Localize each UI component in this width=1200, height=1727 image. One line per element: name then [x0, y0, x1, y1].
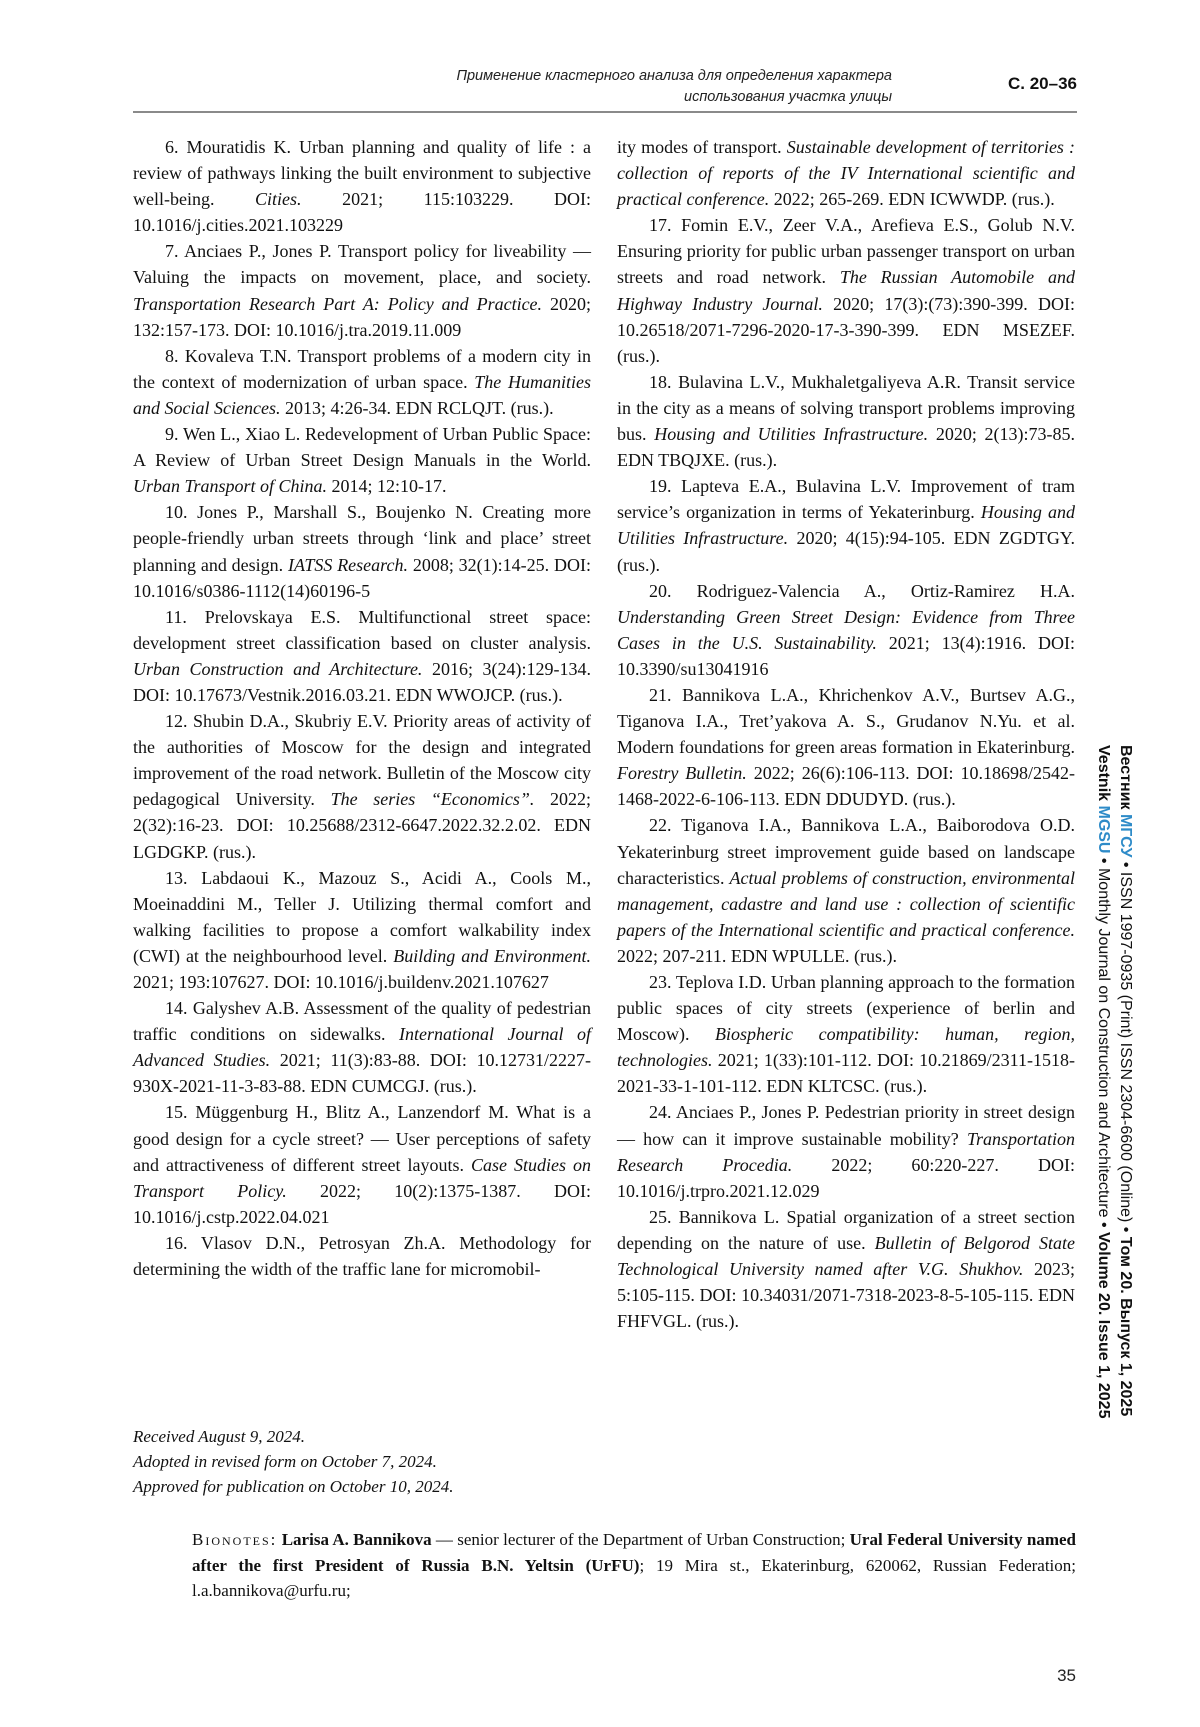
reference-number: 25. — [649, 1206, 672, 1227]
reference-number: 11. — [165, 606, 187, 627]
reference-item: 15. Müggenburg H., Blitz A., Lanzendorf M. What is a good design for a cycle street? — User perceptions of safety and attractiveness of different street layouts. Case Studies on Transport Policy. 2022; 10(2):1375-1387. DOI: 10.1016/j.cstp.2022.04.021 — [133, 1102, 591, 1227]
reference-number: 14. — [165, 998, 188, 1019]
reference-journal: The Russian Automobile and Highway Industry Journal. — [617, 267, 1075, 314]
reference-item: 25. Bannikova L. Spatial organization of a street section depending on the nature of use. Bulletin of Belgorod State Technological University named after V.G. Shukhov. 2023; 5:105-115. DOI: 10.34031/2071-7318-2023-8-5-105-115. EDN FHFVGL. (rus.). — [617, 1206, 1076, 1332]
page-number: 35 — [1057, 1666, 1076, 1685]
reference-journal: Housing and Utilities Infrastructure. — [654, 424, 929, 445]
reference-journal: Urban Transport of China. — [133, 476, 328, 497]
reference-item: 13. Labdaoui K., Mazouz S., Acidi A., Cools M., Moeinaddini M., Teller J. Utilizing thermal comfort and walking facilities to propose a comfort walkability index (CWI) at the neighbourhood level. Building and Environment. 2021; 193:107627. DOI: 10.1016/j.buildenv.2021.107627 — [133, 867, 592, 992]
reference-number: 19. — [649, 476, 672, 497]
reference-item: 7. Anciaes P., Jones P. Transport policy for liveability — Valuing the impacts on movement, place, and society. Transportation Research Part A: Policy and Practice. 2020; 132:157-173. DOI: 10.1016/j.tra.2019.11.009 — [133, 241, 591, 340]
adopted-date: Adopted in revised form on October 7, 2024. — [133, 1452, 437, 1471]
approved-date: Approved for publication on October 10, 2024. — [133, 1477, 454, 1496]
reference-journal: Building and Environment. — [393, 945, 591, 966]
reference-number: 18. — [649, 371, 672, 392]
reference-number: 22. — [649, 815, 672, 836]
reference-item: 9. Wen L., Xiao L. Redevelopment of Urban Public Space: A Review of Urban Street Design Manuals in the World. Urban Transport of China. 2014; 12:10-17. — [133, 424, 591, 497]
reference-number: 20. — [649, 580, 672, 601]
author-name: Larisa A. Bannikova — [281, 1530, 432, 1549]
reference-number: 15. — [165, 1102, 188, 1123]
reference-item: 16. Vlasov D.N., Petrosyan Zh.A. Methodology for determining the width of the traffic lane for micromobil- — [133, 1232, 591, 1280]
reference-item: 19. Lapteva E.A., Bulavina L.V. Improvement of tram service’s organization in terms of Yekaterinburg. Housing and Utilities Infrastructure. 2020; 4(15):94-105. EDN ZGDTGY. (rus.). — [617, 476, 1075, 575]
reference-number: 7. — [165, 241, 179, 262]
reference-item: 14. Galyshev A.B. Assessment of the quality of pedestrian traffic conditions on sidewalks. International Journal of Advanced Studies. 2021; 11(3):83-88. DOI: 10.12731/2227-930X-2021-11-3-83-88. EDN CUMCGJ. (rus.). — [133, 998, 591, 1097]
running-title: Применение кластерного анализа для определения характера использования участка улицы — [456, 68, 892, 105]
sidebar-line-en: Vestnik MGSU • Monthly Journal on Construction and Architecture • Volume 20. Issue 1, 2025 — [1095, 745, 1112, 1419]
reference-number: 13. — [165, 867, 188, 888]
reference-item: 11. Prelovskaya E.S. Multifunctional street space: development street classification based on cluster analysis. Urban Construction and Architecture. 2016; 3(24):129-134. DOI: 10.17673/Vestnik.2016.03.21. EDN WWOJCP. (rus.). — [133, 606, 592, 705]
header-rule — [133, 111, 1077, 113]
reference-number: 23. — [649, 972, 672, 992]
reference-journal: Forestry Bulletin. — [617, 763, 747, 784]
reference-journal: Housing and Utilities Infrastructure. — [617, 502, 1075, 549]
reference-journal: Case Studies on Transport Policy. — [133, 1154, 591, 1201]
author-organization: Ural Federal University named after the first President of Russia B.N. Yeltsin (UrFU) — [192, 1530, 1077, 1575]
reference-number: 21. — [649, 684, 672, 705]
reference-item: 21. Bannikova L.A., Khrichenkov A.V., Burtsev A.G., Tiganova I.A., Tret’yakova A. S., Grudanov N.Yu. et al. Modern foundations for green areas formation in Ekaterinburg. Forestry Bulletin. 2022; 26(6):106-113. DOI: 10.18698/2542-1468-2022-6-106-113. EDN DDUDYD. (rus.). — [617, 684, 1076, 810]
reference-journal: Actual problems of construction, environmental management, cadastre and land use : collection of scientific papers of the International scientific and practical conference. — [617, 867, 1075, 940]
reference-item: 24. Anciaes P., Jones P. Pedestrian priority in street design — how can it improve sustainable mobility? Transportation Research Procedia. 2022; 60:220-227. DOI: 10.1016/j.trpro.2021.12.029 — [617, 1102, 1075, 1201]
reference-journal: Understanding Green Street Design: Evidence from Three Cases in the U.S. Sustainability. — [617, 606, 1075, 653]
received-date: Received August 9, 2024. — [133, 1427, 306, 1446]
reference-journal: The Humanities and Social Sciences. — [133, 371, 591, 418]
bionotes: Bionotes: Larisa A. Bannikova — senior lecturer of the Department of Urban Construction; Ural Federal University named after the first President of Russia B.N. Yeltsin (UrFU); 19 Mira st., Ekaterinburg, 620062, Russian Federation; l.a.bannikova@urfu.ru; — [192, 1530, 1077, 1600]
reference-number: 16. — [165, 1232, 188, 1253]
sidebar-line-ru: Вестник МГСУ • ISSN 1997-0935 (Print) ISSN 2304-6600 (Online) • Том 20. Выпуск 1, 2025 — [1117, 745, 1134, 1417]
article-dates — [133, 1424, 633, 1499]
reference-item: 18. Bulavina L.V., Mukhaletgaliyeva A.R. Transit service in the city as a means of solving transport problems improving bus. Housing and Utilities Infrastructure. 2020; 2(13):73-85. EDN TBQJXE. (rus.). — [617, 371, 1075, 471]
reference-journal: IATSS Research. — [288, 554, 408, 575]
journal-sidebar — [1092, 745, 1160, 1580]
reference-journal: Transportation Research Procedia. — [617, 1128, 1075, 1175]
page-range: С. 20–36 — [1008, 74, 1077, 93]
reference-journal: International Journal of Advanced Studies. — [133, 1024, 591, 1071]
reference-journal: Urban Construction and Architecture. — [133, 658, 423, 679]
reference-number: 24. — [649, 1102, 672, 1123]
references-left-column — [133, 134, 591, 1282]
reference-journal: Cities. — [255, 189, 302, 210]
bionotes-label: Bionotes: — [192, 1530, 278, 1549]
reference-number: 12. — [165, 711, 188, 732]
reference-journal: Bulletin of Belgorod State Technological University named after V.G. Shukhov. — [617, 1232, 1075, 1280]
reference-16-continuation: ity modes of transport. Sustainable development of territories : collection of reports of the IV International scientific and practical conference. 2022; 265-269. EDN ICWWDP. (rus.). — [617, 137, 1075, 210]
references-right-column — [617, 134, 1075, 1334]
reference-number: 17. — [649, 215, 672, 236]
reference-item: 12. Shubin D.A., Skubriy E.V. Priority areas of activity of the authorities of Moscow for the design and integrated improvement of the road network. Bulletin of the Moscow city pedagogical University. The series “Economics”. 2022; 2(32):16-23. DOI: 10.25688/2312-6647.2022.32.2.02. EDN LGDGKP. (rus.). — [133, 711, 591, 862]
reference-item: 20. Rodriguez-Valencia A., Ortiz-Ramirez H.A. Understanding Green Street Design: Evidence from Three Cases in the U.S. Sustainability. 2021; 13(4):1916. DOI: 10.3390/su13041916 — [617, 580, 1076, 679]
reference-item: 22. Tiganova I.A., Bannikova L.A., Baiborodova O.D. Yekaterinburg street improvement guide based on landscape characteristics. Actual problems of construction, environmental management, cadastre and land use : collection of scientific papers of the International scientific and practical conference. 2022; 207-211. EDN WPULLE. (rus.). — [617, 815, 1075, 966]
reference-journal: Biospheric compatibility: human, region, technologies. — [617, 1024, 1075, 1071]
reference-item: 10. Jones P., Marshall S., Boujenko N. Creating more people-friendly urban streets through ‘link and place’ street planning and design. IATSS Research. 2008; 32(1):14-25. DOI: 10.1016/s0386-1112(14)60196-5 — [133, 502, 592, 601]
reference-item: 8. Kovaleva T.N. Transport problems of a modern city in the context of modernization of urban space. The Humanities and Social Sciences. 2013; 4:26-34. EDN RCLQJT. (rus.). — [133, 345, 591, 418]
reference-journal: The series “Economics”. — [330, 789, 535, 810]
running-header — [133, 62, 1077, 112]
reference-item: 23. Teplova I.D. Urban planning approach to the formation public spaces of city streets (experience of berlin and Moscow). Biospheric compatibility: human, region, technologies. 2021; 1(33):101-112. DOI: 10.21869/2311-1518-2021-33-1-101-112. EDN KLTCSC. (rus.). — [617, 972, 1075, 1097]
reference-journal: Transportation Research Part A: Policy and Practice. — [133, 293, 543, 314]
reference-item: 17. Fomin E.V., Zeer V.A., Arefieva E.S., Golub N.V. Ensuring priority for public urban passenger transport on urban streets and road network. The Russian Automobile and Highway Industry Journal. 2020; 17(3):(73):390-399. DOI: 10.26518/2071-7296-2020-17-3-390-399. EDN MSEZEF. (rus.). — [617, 215, 1076, 366]
reference-number: 8. — [165, 345, 179, 366]
reference-number: 9. — [165, 424, 179, 445]
reference-item: 6. Mouratidis K. Urban planning and quality of life : a review of pathways linking the built environment to subjective well-being. Cities. 2021; 115:103229. DOI: 10.1016/j.cities.2021.103229 — [133, 137, 592, 236]
reference-number: 10. — [165, 502, 188, 523]
reference-number: 6. — [165, 137, 179, 157]
